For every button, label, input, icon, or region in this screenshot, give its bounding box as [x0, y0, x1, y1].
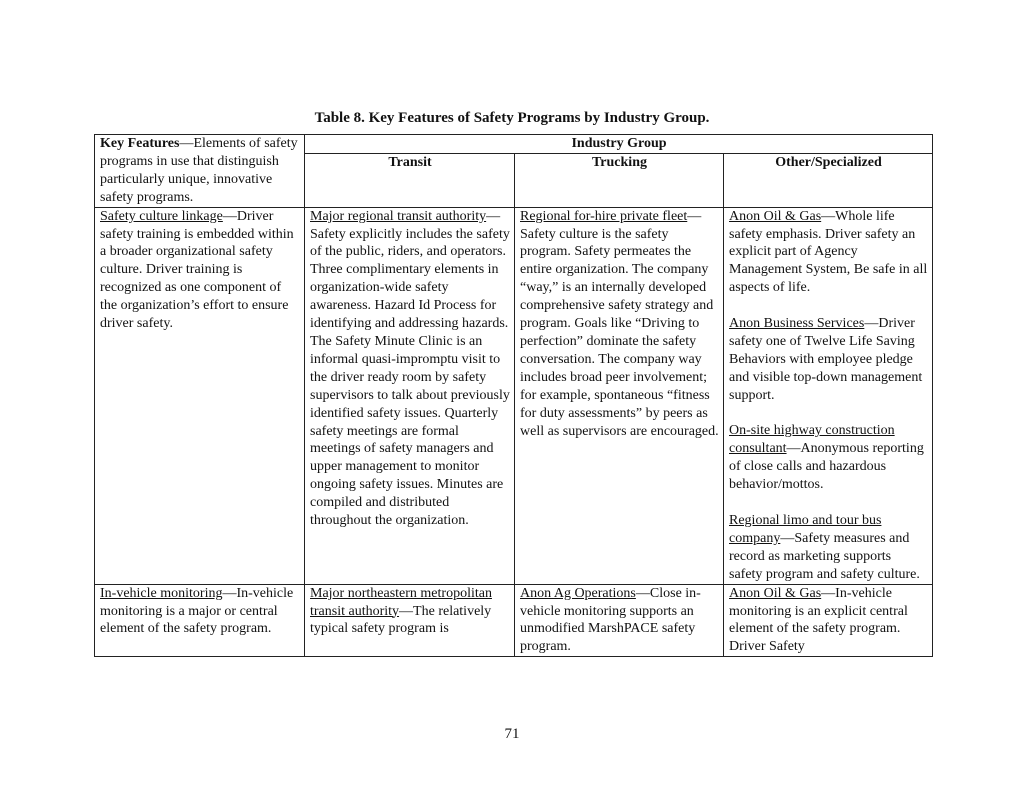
entry-paragraph: [729, 512, 928, 584]
trucking-header: Trucking: [515, 154, 724, 208]
other-cell: [724, 207, 933, 584]
feature-cell: [95, 584, 305, 657]
entry-text: —Safety explicitly includes the safety of the public, riders, and operators. Three complimentary elements in organization-wide safety awareness. Hazard Id Process for identifying and addressing hazards. The Safety Minute Clinic is an informal quasi-impromptu visit to the driver ready room by safety supervisors to talk about previously identified safety issues. Quarterly safety meetings are formal meetings of safety managers and upper management to monitor ongoing safety issues. Minutes are compiled and distributed throughout the organization.: [310, 208, 510, 529]
other-header: Other/Specialized: [724, 154, 933, 208]
key-features-header: [95, 135, 305, 208]
key-features-bold: Key Features: [100, 136, 180, 151]
entry-text: —Whole life safety emphasis. Driver safety an explicit part of Agency Management System, Be safe in all aspects of life.: [729, 208, 928, 296]
entry-text: —In-vehicle monitoring is an explicit central element of the safety program. Driver Safety: [729, 585, 908, 655]
trucking-cell: [515, 584, 724, 657]
transit-cell: [305, 207, 515, 584]
feature-title: In-vehicle monitoring: [100, 585, 223, 601]
entry-text: —Driver safety one of Twelve Life Saving Behaviors with employee pledge and visible top-down management support.: [729, 316, 923, 403]
key-features-desc: —Elements of safety programs in use that distinguish particularly unique, innovative safety programs.: [100, 136, 298, 205]
table-row: [95, 584, 933, 657]
feature-text: —In-vehicle monitoring is a major or central element of the safety program.: [100, 585, 294, 637]
entry-title: Regional for-hire private fleet: [520, 208, 688, 224]
table-caption: Table 8. Key Features of Safety Programs by Industry Group.: [314, 110, 710, 126]
entry-text: —Safety culture is the safety program. Safety permeates the entire organization. The company “way,” is an internally developed comprehensive safety strategy and program. Goals like “Driving to perfection” dominate the safety conversation. The company way includes broad peer involvement; for example, spontaneous “fitness for duty assessments” by peers as well as supervisors are encouraged.: [520, 208, 719, 439]
other-cell: [724, 584, 933, 657]
page-number: 71: [504, 726, 520, 742]
entry-title: Regional limo and tour bus company: [729, 512, 882, 546]
safety-features-table: [94, 134, 933, 657]
entry-text: —Close in-vehicle monitoring supports an unmodified MarshPACE safety program.: [520, 585, 701, 655]
transit-header: Transit: [305, 154, 515, 208]
transit-cell: [305, 584, 515, 657]
trucking-cell: [515, 207, 724, 584]
feature-title: Safety culture linkage: [100, 208, 223, 224]
entry-title: Anon Ag Operations: [520, 585, 636, 601]
entry-paragraph: [729, 422, 928, 494]
feature-cell: [95, 207, 305, 584]
entry-title: On-site highway construction consultant: [729, 423, 895, 457]
table-row: [95, 207, 933, 584]
entry-title: Anon Oil & Gas: [729, 585, 822, 601]
industry-group-header: Industry Group: [305, 135, 933, 154]
table-header-row: [95, 135, 933, 154]
feature-text: —Driver safety training is embedded within a broader organizational safety culture. Driver training is recognized as one component of the organization’s effort to ensure driver safety.: [100, 208, 294, 332]
entry-text: —The relatively typical safety program is: [310, 603, 492, 637]
entry-paragraph: [729, 208, 928, 298]
entry-text: —Anonymous reporting of close calls and hazardous behavior/mottos.: [729, 441, 924, 493]
entry-title: Major northeastern metropolitan transit authority: [310, 585, 492, 619]
entry-title: Anon Business Services: [729, 316, 865, 332]
entry-title: Anon Oil & Gas: [729, 208, 822, 224]
entry-text: —Safety measures and record as marketing supports safety program and safety culture.: [729, 530, 920, 582]
entry-title: Major regional transit authority: [310, 208, 487, 224]
entry-paragraph: [729, 315, 928, 405]
